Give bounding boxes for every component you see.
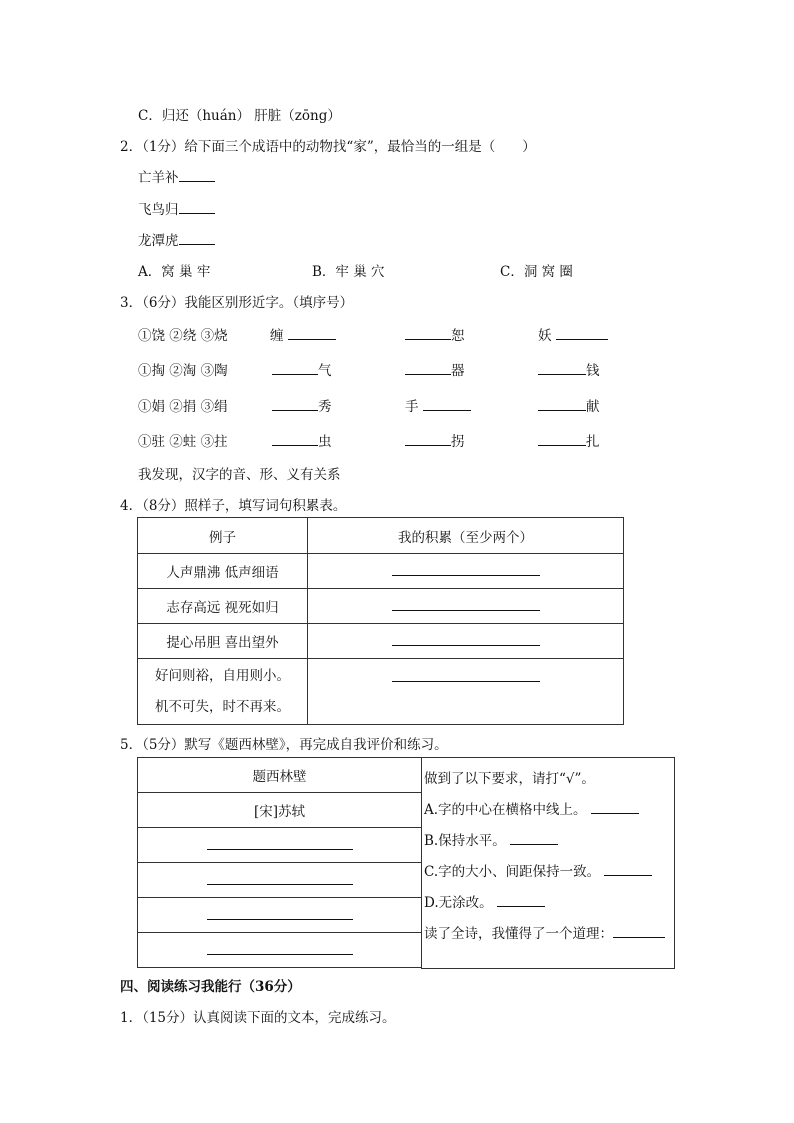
q3-row-4-blank-2: 拐	[405, 430, 465, 450]
poem-line-cell[interactable]	[138, 828, 422, 863]
answer-cell[interactable]	[308, 659, 624, 725]
example-cell: 志存高远 视死如归	[138, 589, 308, 624]
poem-line-cell[interactable]	[138, 898, 422, 933]
check-item-d: D.无涂改。	[424, 891, 545, 911]
q2-stem: 2．（1分）给下面三个成语中的动物找“家”，最恰当的一组是（ ）	[120, 139, 536, 155]
q3-row-1-blank-3: 妖	[538, 324, 608, 344]
q3-row-2-chars: ①掏 ②淘 ③陶	[138, 363, 228, 379]
table-row	[138, 933, 422, 968]
table-row	[138, 863, 422, 898]
section-4-heading: 四、阅读练习我能行（36分）	[120, 979, 301, 995]
table-header-row	[138, 518, 624, 554]
lesson-line: 读了全诗，我懂得了一个道理：	[424, 922, 665, 942]
q3-finding: 我发现，汉字的音、形、义有关系	[138, 467, 341, 483]
poem-line-cell[interactable]	[138, 863, 422, 898]
q3-row-1-blank-2: 恕	[405, 324, 465, 344]
q3-row-2-blank-1: 气	[272, 359, 332, 379]
section-4-q1: 1．（15分）认真阅读下面的文本，完成练习。	[120, 1010, 396, 1026]
example-cell: 人声鼎沸 低声细语	[138, 554, 308, 589]
table-row	[138, 758, 422, 793]
table-row	[138, 793, 422, 828]
example-line-1: 好问则裕，自用则小。	[155, 667, 290, 684]
q3-row-4-blank-1: 虫	[272, 430, 332, 450]
q3-row-2-blank-2: 器	[405, 359, 465, 379]
q3-row-4-chars: ①驻 ②蛀 ③拄	[138, 434, 228, 450]
example-line-2: 机不可失，时不再来。	[155, 698, 290, 715]
table-row	[138, 554, 624, 589]
table-row	[138, 589, 624, 624]
q3-row-3-blank-3: 献	[538, 395, 600, 415]
poem-line-cell[interactable]	[138, 933, 422, 968]
q2-option-a: A．窝 巢 牢	[138, 264, 211, 280]
q4-table	[137, 517, 624, 725]
q5-stem: 5．（5分）默写《题西林壁》，再完成自我评价和练习。	[120, 737, 448, 753]
q3-row-3-blank-2: 手	[405, 395, 471, 415]
header-example: 例子	[138, 518, 308, 554]
q2-idiom-2: 飞鸟归	[138, 198, 215, 218]
check-intro: 做到了以下要求，请打“√”。	[424, 771, 595, 787]
q3-row-2-blank-3: 钱	[538, 359, 600, 379]
q2-option-b: B．牢 巢 穴	[312, 264, 385, 280]
q2-idiom-1: 亡羊补	[138, 166, 215, 186]
q3-row-1-chars: ①饶 ②绕 ③烧	[138, 328, 228, 344]
q3-row-4-blank-3: 扎	[538, 430, 600, 450]
answer-cell[interactable]	[308, 589, 624, 624]
check-item-b: B.保持水平。	[424, 829, 558, 849]
poem-table	[137, 757, 422, 968]
table-row	[138, 828, 422, 863]
poem-author: [宋]苏轼	[138, 793, 422, 828]
table-row	[138, 898, 422, 933]
header-mine: 我的积累（至少两个）	[308, 518, 624, 554]
example-cell	[138, 659, 308, 725]
answer-cell[interactable]	[308, 554, 624, 589]
q4-stem: 4．（8分）照样子，填写词句积累表。	[120, 498, 347, 514]
q3-stem: 3．（6分）我能区别形近字。（填序号）	[120, 295, 354, 311]
q2-idiom-3: 龙潭虎	[138, 229, 215, 249]
example-cell: 提心吊胆 喜出望外	[138, 624, 308, 659]
q3-row-1-blank-1: 缠	[270, 324, 336, 344]
q3-row-3-blank-1: 秀	[272, 395, 332, 415]
poem-title: 题西林壁	[138, 758, 422, 793]
q1-option-c: C．归还（huán） 肝脏（zōng）	[138, 108, 341, 124]
q3-row-3-chars: ①娟 ②捐 ③绢	[138, 399, 228, 415]
check-item-c: C.字的大小、间距保持一致。	[424, 860, 652, 880]
q2-option-c: C．洞 窝 圈	[500, 264, 573, 280]
check-item-a: A.字的中心在横格中线上。	[424, 798, 639, 818]
table-row	[138, 624, 624, 659]
answer-cell[interactable]	[308, 624, 624, 659]
table-row	[138, 659, 624, 725]
